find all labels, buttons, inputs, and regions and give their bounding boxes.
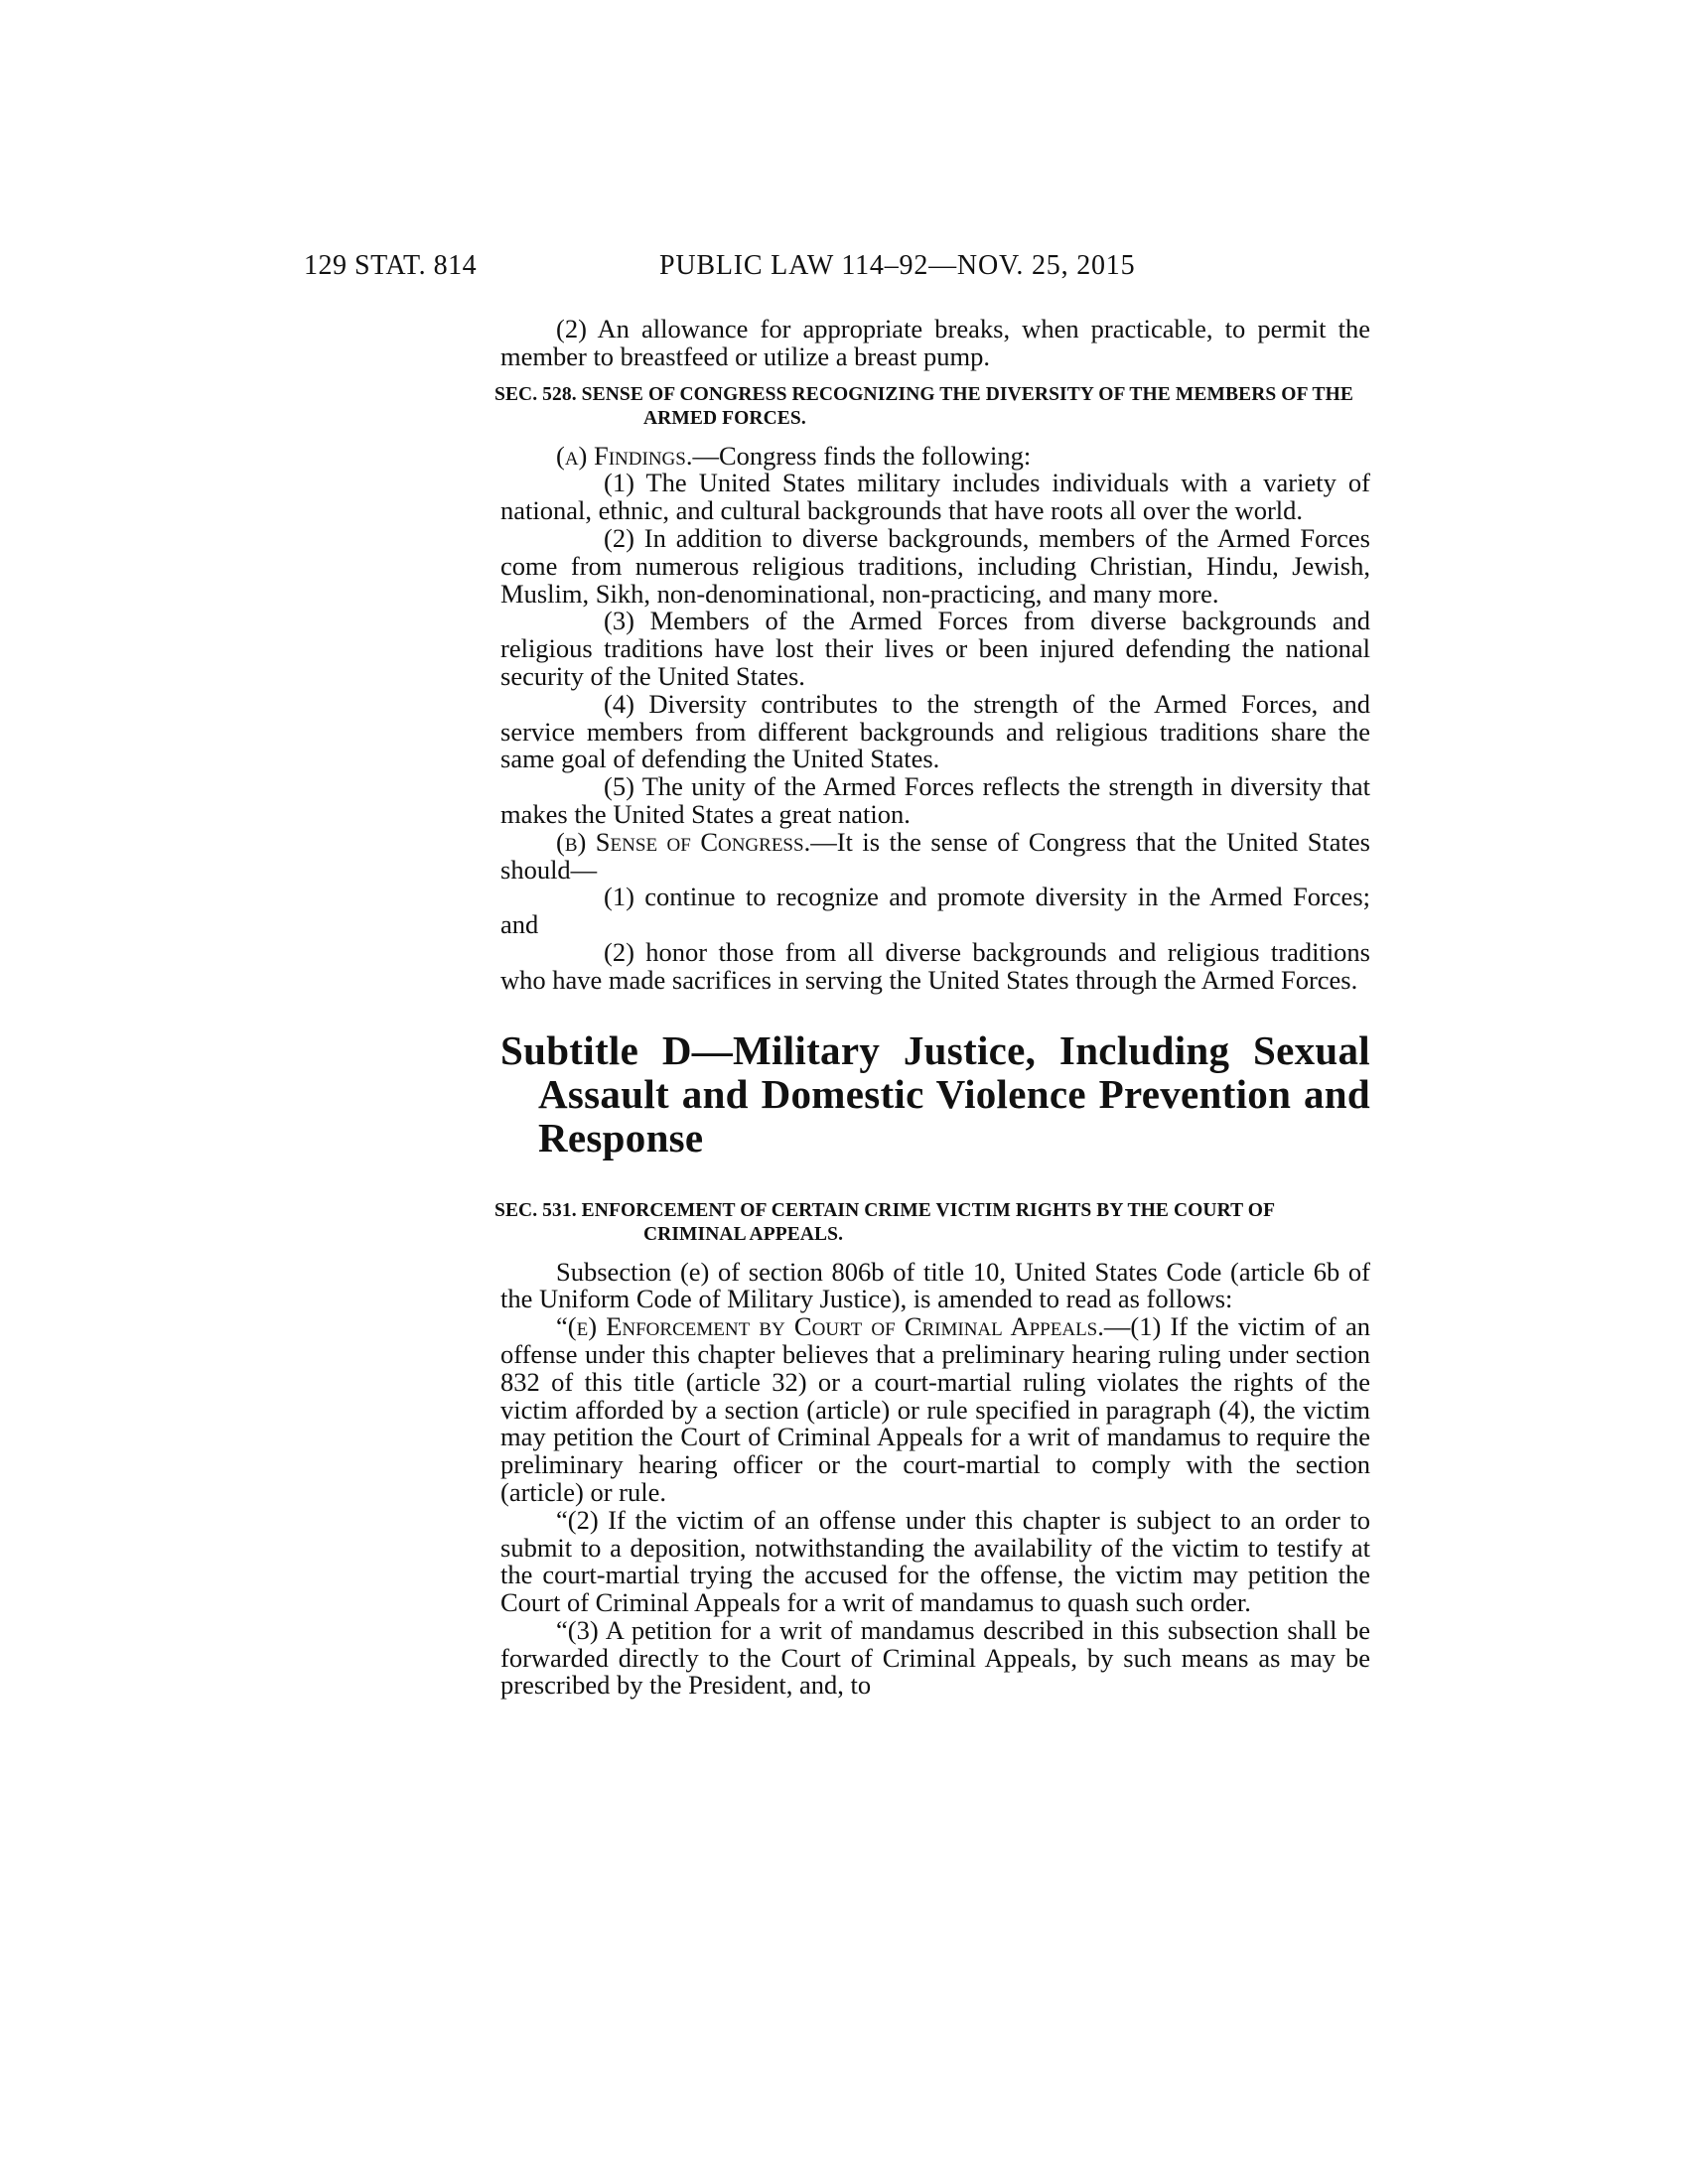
findings-text: —Congress finds the following: [692,440,1032,471]
subsection-e-3: “(3) A petition for a writ of mandamus described in this subsection shall be forwarded directly to the Court of Criminal Appeals, by such means as may be prescribed by the President, and, to [500,1614,1370,1701]
findings-label: (a) Findings. [556,440,693,471]
section-528-heading: SEC. 528. SENSE OF CONGRESS RECOGNIZING THE DIVERSITY OF THE MEMBERS OF THE ARMED FORCES. [494,383,1353,429]
paragraph-break-allowance: (2) An allowance for appropriate breaks, when practicable, to permit the member to breastfeed or utilize a breast pump. [500,314,1370,371]
finding-1: (1) The United States military includes individuals with a variety of national, ethnic, and cultural backgrounds that have roots all over the world. [500,468,1370,526]
section-531-intro: Subsection (e) of section 806b of title 10, United States Code (article 6b of the Uniform Code of Military Justice), is amended to read as follows: [500,1256,1370,1314]
sense-text: —It is the sense of Congress that the United States should— [500,826,1370,885]
findings-intro [500,440,1370,471]
finding-4: (4) Diversity contributes to the strength of the Armed Forces, and service members from different backgrounds and religious traditions share the same goal of defending the United States. [500,688,1370,774]
sense-label: (b) Sense of Congress. [556,826,811,857]
subsection-e-1 [500,1313,1370,1507]
running-head: PUBLIC LAW 114–92—NOV. 25, 2015 [659,250,1136,281]
body-column [494,314,1370,1701]
finding-2: (2) In addition to diverse backgrounds, members of the Armed Forces come from numerous religious traditions, including Christian, Hindu, Jewish, Muslim, Sikh, non-denominational, non-practicing, and many more. [500,522,1370,609]
subsection-e-label: “(e) Enforcement by Court of Criminal Appeals. [556,1311,1104,1342]
sense-item-2: (2) honor those from all diverse backgrounds and religious traditions who have made sacrifices in serving the United States through the Armed Forces. [500,936,1370,995]
statute-citation: 129 STAT. 814 [304,250,478,281]
subsection-e-text: —(1) If the victim of an offense under this chapter believes that a preliminary hearing ruling under section 832 of this title (article 32) or a court-martial ruling violates the rights of the victim afforded by a section (article) or rule specified in paragraph (4), the victim may petition the Court of Criminal Appeals for a writ of mandamus to require the preliminary hearing officer or the court-martial to comply with the section (article) or rule. [500,1311,1370,1507]
subsection-e-2: “(2) If the victim of an offense under this chapter is subject to an order to submit to a deposition, notwithstanding the availability of the victim to testify at the court-martial trying the accused for the offense, the victim may petition the Court of Criminal Appeals for a writ of mandamus to quash such order. [500,1504,1370,1618]
sense-intro [500,826,1370,885]
subtitle-d-heading: Subtitle D—Military Justice, Including Sexual Assault and Domestic Violence Prevention and Response [500,1026,1370,1160]
finding-3: (3) Members of the Armed Forces from diverse backgrounds and religious traditions have lost their lives or been injured defending the national security of the United States. [500,606,1370,691]
finding-5: (5) The unity of the Armed Forces reflects the strength in diversity that makes the United States a great nation. [500,771,1370,829]
sense-item-1: (1) continue to recognize and promote diversity in the Armed Forces; and [500,882,1370,940]
section-531-heading: SEC. 531. ENFORCEMENT OF CERTAIN CRIME VICTIM RIGHTS BY THE COURT OF CRIMINAL APPEALS. [494,1199,1275,1245]
